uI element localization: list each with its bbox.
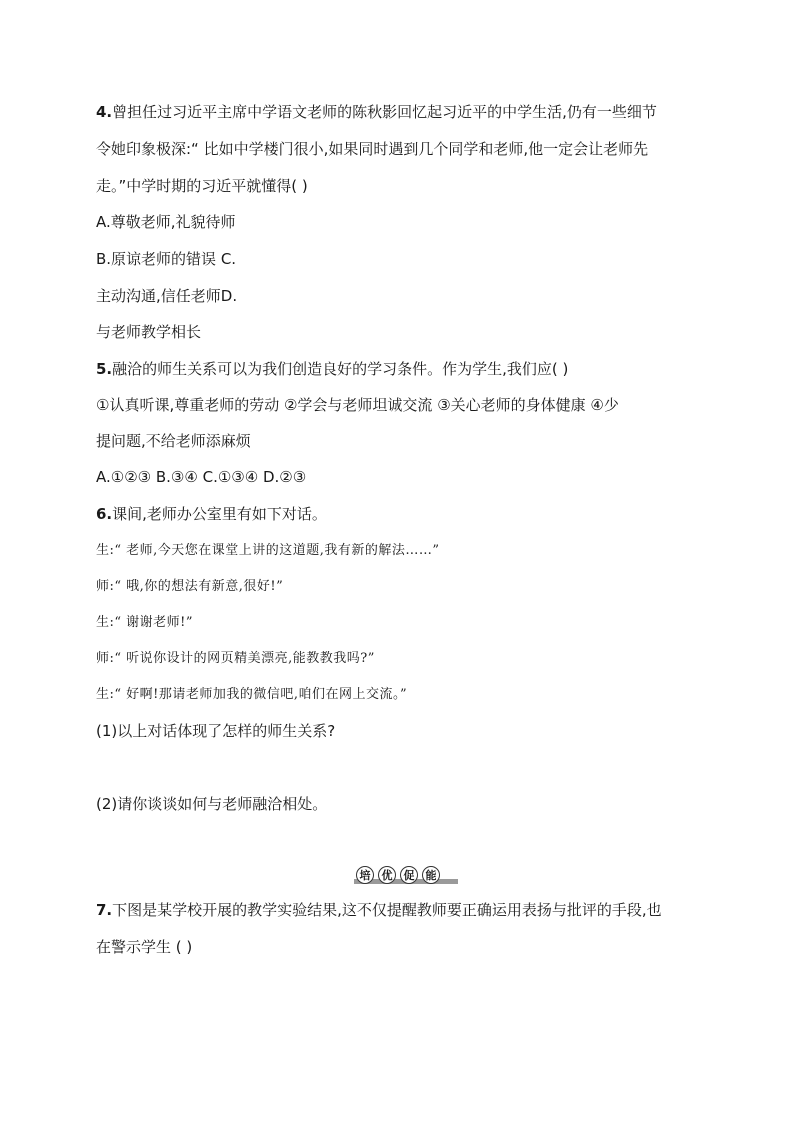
- q4-option-b: B.原谅老师的错误 C.: [96, 250, 237, 268]
- q6-dialog-line: 生:“ 谢谢老师!”: [96, 615, 194, 630]
- section-badge-char: 优: [378, 866, 396, 884]
- section-badge-char: 培: [356, 866, 374, 884]
- q6-subquestion-2: (2)请你谈谈如何与老师融洽相处。: [96, 795, 328, 813]
- q4-stem-line3: 走。”中学时期的习近平就懂得( ): [96, 177, 308, 195]
- q6-stem: 6.课间,老师办公室里有如下对话。: [96, 505, 327, 523]
- q5-items-line2: 提问题,不给老师添麻烦: [96, 432, 251, 450]
- section-badge-char: 促: [400, 866, 418, 884]
- q6-dialog-line: 生:“ 老师,今天您在课堂上讲的这道题,我有新的解法……”: [96, 543, 440, 558]
- q5-stem: 5.融洽的师生关系可以为我们创造良好的学习条件。作为学生,我们应( ): [96, 360, 569, 378]
- q6-number: 6.: [96, 505, 113, 523]
- q6-subquestion-1: (1)以上对话体现了怎样的师生关系?: [96, 722, 336, 740]
- q6-dialog-line: 师:“ 哦,你的想法有新意,很好!”: [96, 579, 284, 594]
- q7-stem-line2: 在警示学生 ( ): [96, 938, 193, 956]
- q6-dialog-line: 师:“ 听说你设计的网页精美漂亮,能教教我吗?”: [96, 651, 375, 666]
- q4-stem-line1: 4.曾担任过习近平主席中学语文老师的陈秋影回忆起习近平的中学生活,仍有一些细节: [96, 103, 657, 121]
- q5-items-line1: ①认真听课,尊重老师的劳动 ②学会与老师坦诚交流 ③关心老师的身体健康 ④少: [96, 396, 619, 414]
- q7-stem-line1: 7.下图是某学校开展的教学实验结果,这不仅提醒教师要正确运用表扬与批评的手段,也: [96, 901, 662, 919]
- q6-dialog-line: 生:“ 好啊!那请老师加我的微信吧,咱们在网上交流。”: [96, 687, 408, 702]
- q4-option-c: 主动沟通,信任老师D.: [96, 287, 238, 305]
- q5-options: A.①②③ B.③④ C.①③④ D.②③: [96, 468, 307, 486]
- section-badge: [354, 866, 458, 886]
- q7-number: 7.: [96, 901, 113, 919]
- q4-stem-line2: 令她印象极深:“ 比如中学楼门很小,如果同时遇到几个同学和老师,他一定会让老师先: [96, 140, 649, 158]
- q4-option-a: A.尊敬老师,礼貌待师: [96, 213, 236, 231]
- section-badge-char: 能: [422, 866, 440, 884]
- q4-option-d: 与老师教学相长: [96, 323, 202, 341]
- q5-number: 5.: [96, 360, 113, 378]
- q4-number: 4.: [96, 103, 113, 121]
